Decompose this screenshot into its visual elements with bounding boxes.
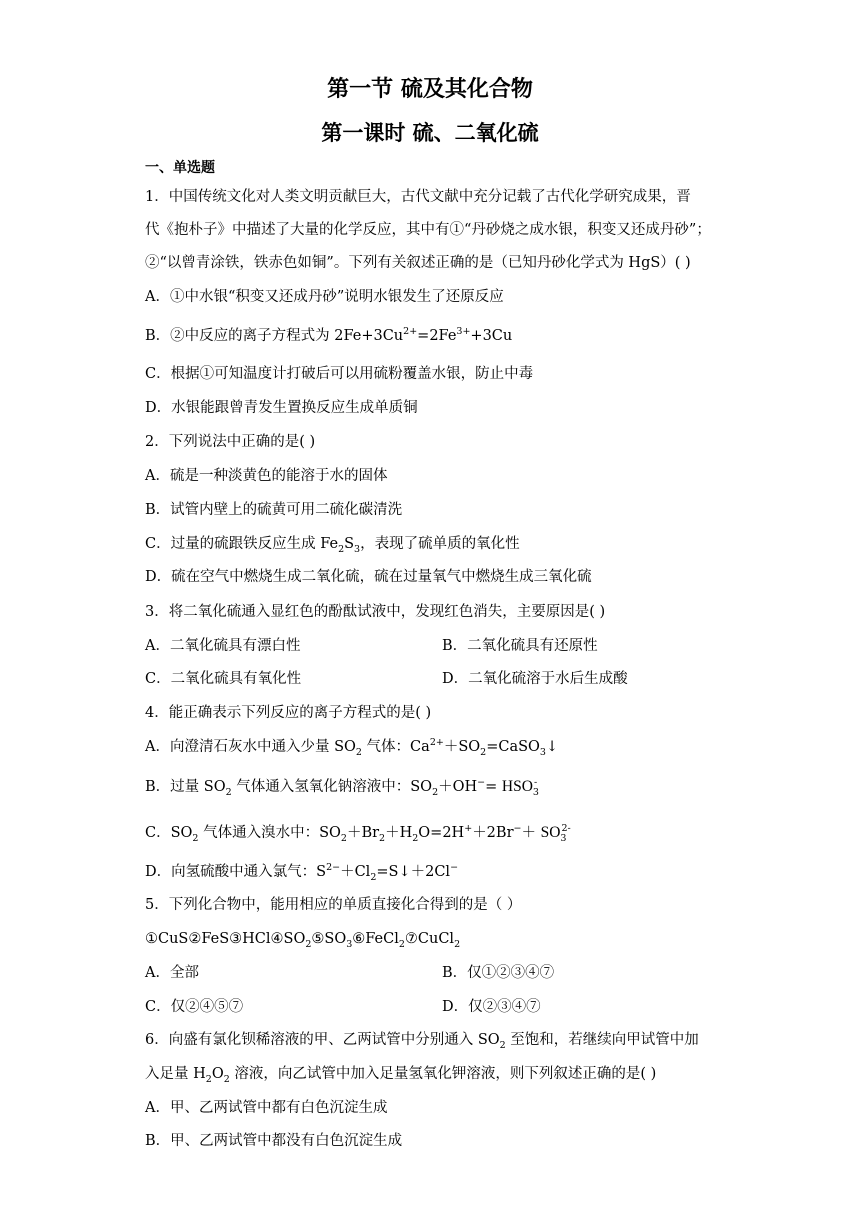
q4-option-c: C．$SO_2$ 气体通入溴水中：$SO_2+Br_2+H_2O=2H^++2Br^-+ SO_3^{2-}$ [145,823,571,844]
q6-stem-line-2: 入足量 $H_2O_2$ 溶液，向乙试管中加入足量氢氧化钾溶液，则下列叙述正确的是( ) [145,1066,657,1085]
q3-option-b: B．二氧化硫具有还原性 [442,638,598,654]
chapter-title: 第一节 硫及其化合物 [327,76,533,102]
q6-option-a: A．甲、乙两试管中都有白色沉淀生成 [145,1100,388,1116]
q6-stem-line-1: 6．向盛有氯化钡稀溶液的甲、乙两试管中分别通入 $SO_2$ 至饱和，若继续向甲试管中加 [145,1032,699,1051]
q4-option-a: A．向澄清石灰水中通入少量 $SO_2$ 气体：$Ca^{2+}+SO_2=CaSO_3↓$ [145,737,559,758]
q5-option-a: A．全部 [145,965,199,981]
q3-option-a: A．二氧化硫具有漂白性 [145,638,301,654]
q5-option-d: D．仅②③④⑦ [442,999,541,1015]
q1-option-d: D．水银能跟曾青发生置换反应生成单质铜 [145,400,418,416]
q1-option-b: B．②中反应的离子方程式为 $2Fe+3Cu^{2+}=2Fe^{3+}+3Cu$ [145,326,513,344]
q3-option-d: D．二氧化硫溶于水后生成酸 [442,671,628,687]
q1-stem-line-3: ②“以曾青涂铁，铁赤色如铜”。下列有关叙述正确的是（已知丹砂化学式为 HgS）( ) [145,255,691,271]
section-heading: 一、单选题 [145,160,215,176]
q5-compound-list: $①CuS②FeS③HCl④SO_2⑤SO_3⑥FeCl_2⑦CuCl_2$ [145,931,461,950]
q5-stem: 5．下列化合物中，能用相应的单质直接化合得到的是（ ） [145,897,522,913]
q3-stem: 3．将二氧化硫通入显红色的酚酞试液中，发现红色消失，主要原因是( ) [145,604,606,620]
q1-option-c: C．根据①可知温度计打破后可以用硫粉覆盖水银，防止中毒 [145,366,534,382]
q4-option-b: B．过量 $SO_2$ 气体通入氢氧化钠溶液中：$SO_2+OH^-= HSO_3^-$ [145,777,539,798]
q1-stem-line-2: 代《抱朴子》中描述了大量的化学反应，其中有①“丹砂烧之成水银，积变又还成丹砂”； [145,222,711,238]
q4-option-d: D．向氢硫酸中通入氯气：$S^{2-}+Cl_2=S↓+2Cl^-$ [145,862,459,883]
q5-option-b: B．仅①②③④⑦ [442,965,555,981]
q2-option-c: C．过量的硫跟铁反应生成 $Fe_2S_3$，表现了硫单质的氧化性 [145,536,520,555]
q2-option-a: A．硫是一种淡黄色的能溶于水的固体 [145,468,388,484]
q1-option-a: A．①中水银“积变又还成丹砂”说明水银发生了还原反应 [145,289,504,305]
q4-stem: 4．能正确表示下列反应的离子方程式的是( ) [145,705,432,721]
q5-option-c: C．仅②④⑤⑦ [145,999,244,1015]
q3-option-c: C．二氧化硫具有氧化性 [145,671,302,687]
q2-stem: 2．下列说法中正确的是( ) [145,434,316,450]
q2-option-b: B．试管内壁上的硫黄可用二硫化碳清洗 [145,502,403,518]
q1-stem-line-1: 1．中国传统文化对人类文明贡献巨大，古代文献中充分记载了古代化学研究成果，晋 [145,189,691,205]
q6-option-b: B．甲、乙两试管中都没有白色沉淀生成 [145,1133,403,1149]
lesson-title: 第一课时 硫、二氧化硫 [321,120,539,145]
q2-option-d: D．硫在空气中燃烧生成二氧化硫，硫在过量氧气中燃烧生成三氧化硫 [145,569,592,585]
